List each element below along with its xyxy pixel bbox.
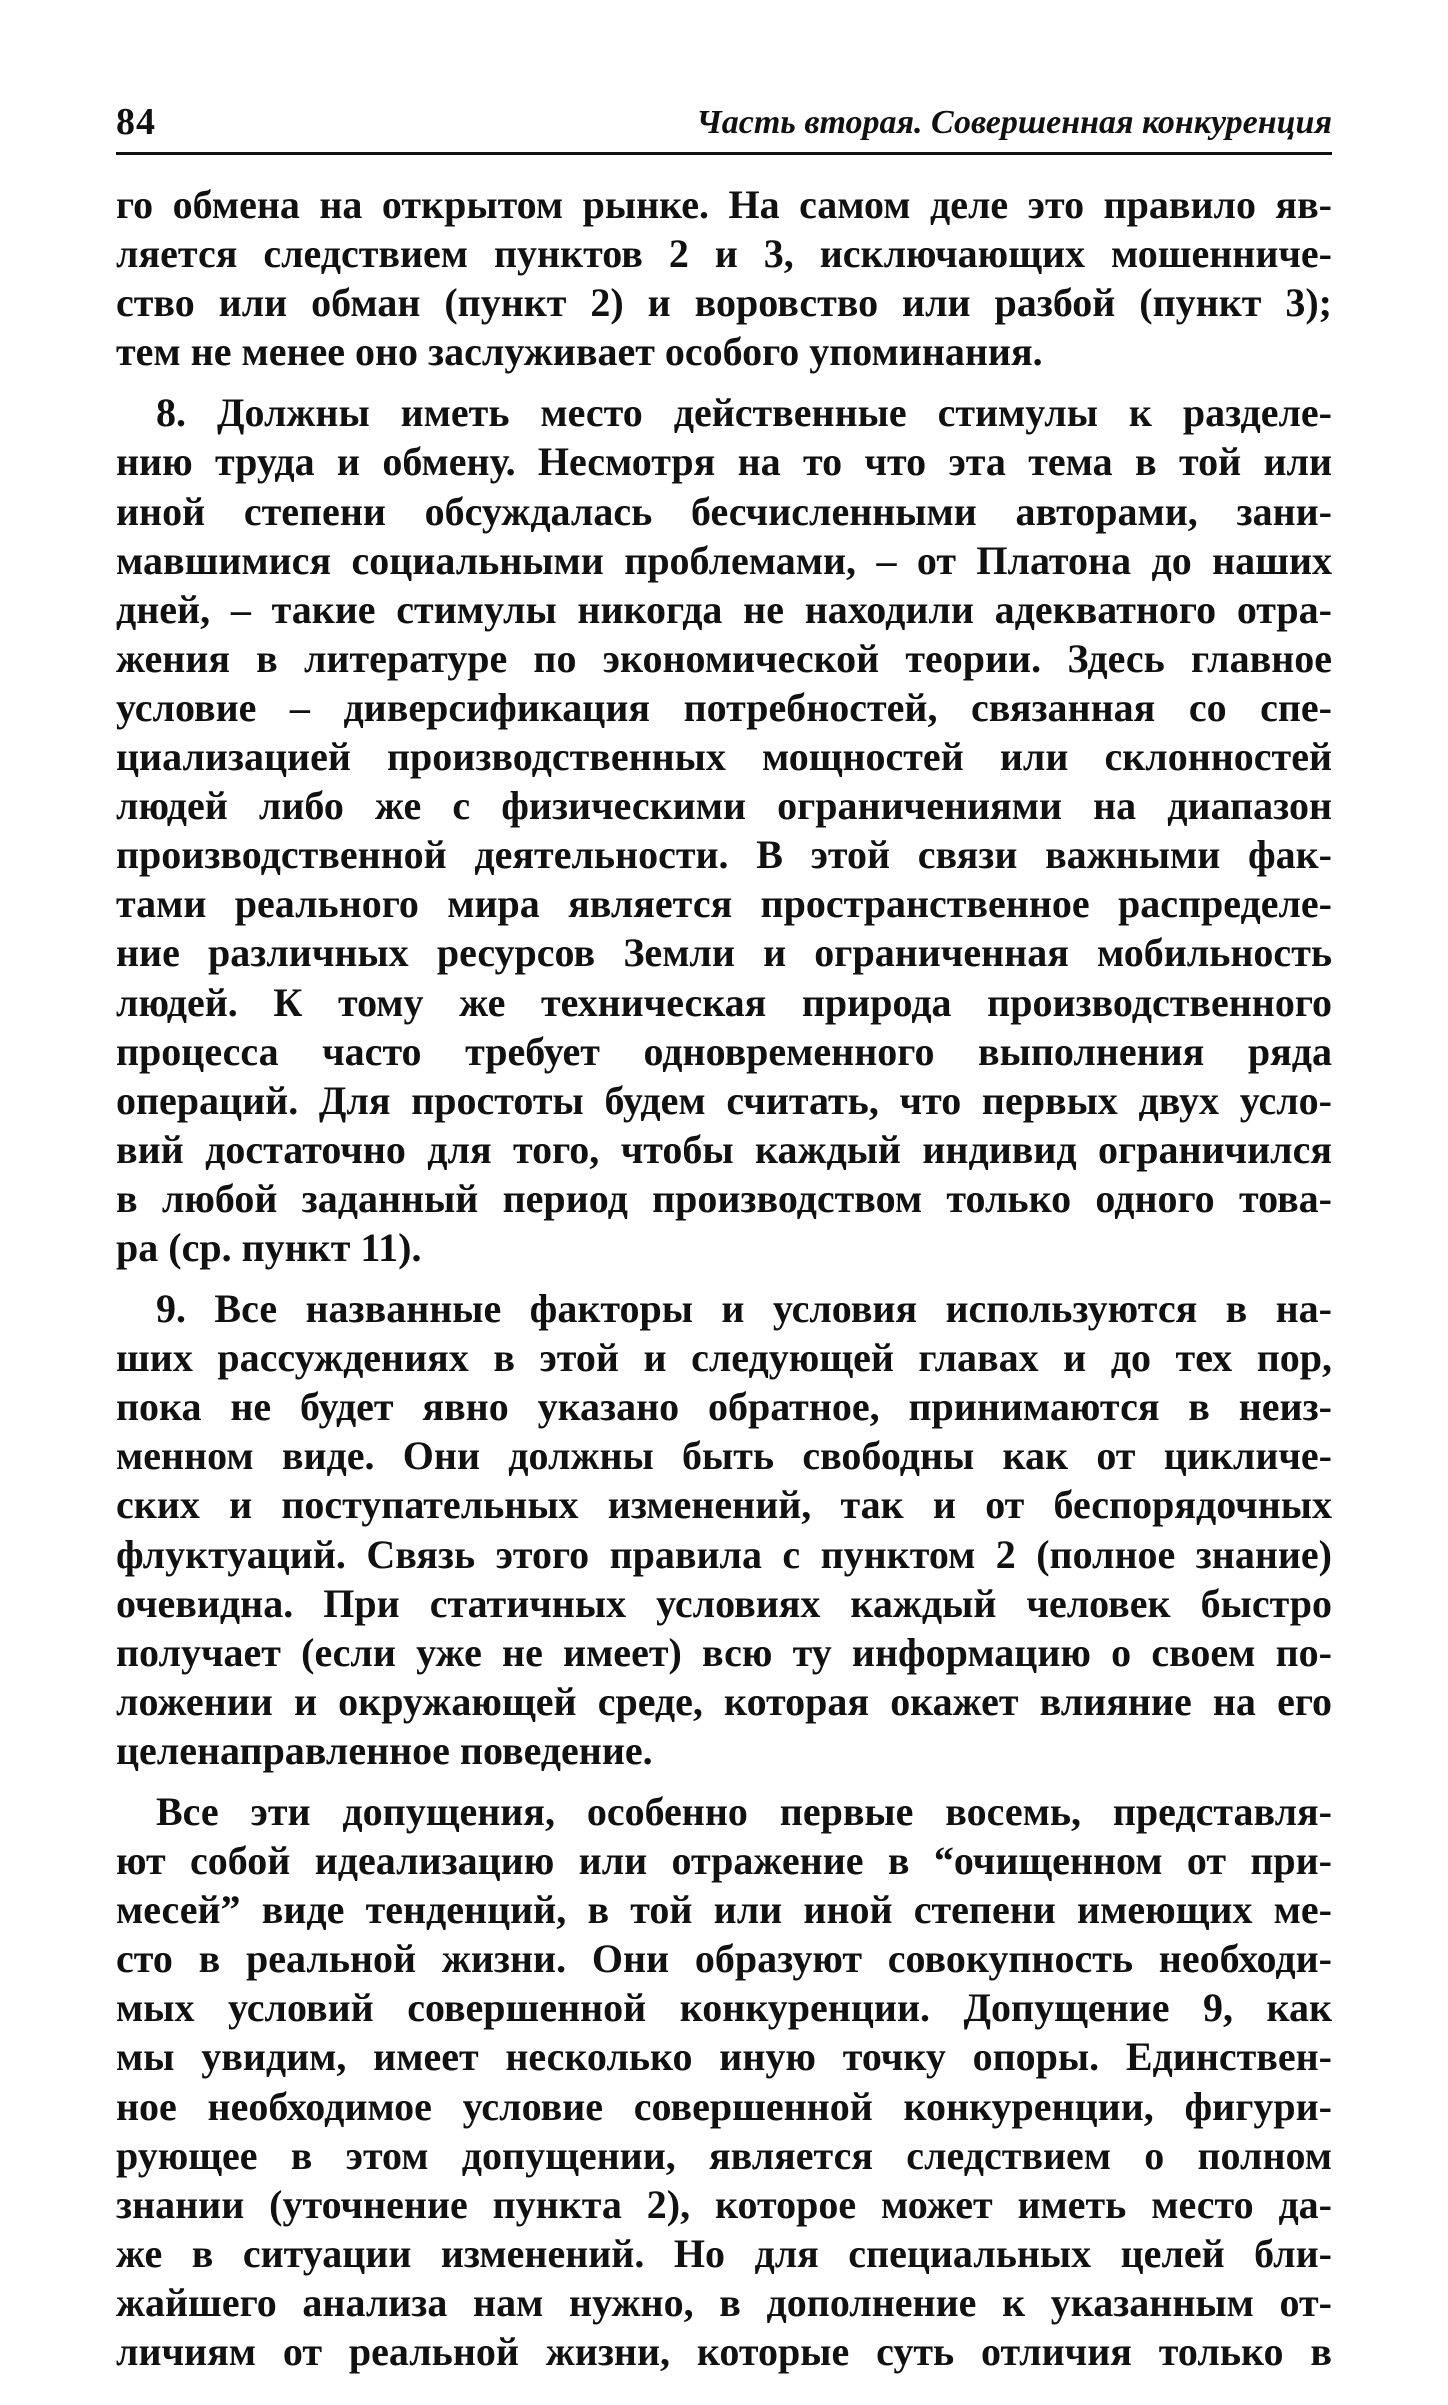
text-line: ние различных ресурсов Земли и ограниченная мобильность xyxy=(116,930,1332,976)
text-line: месей” виде тенденций, в той или иной степени имеющих ме- xyxy=(116,1887,1332,1933)
body-text xyxy=(116,180,1332,2376)
text-line: тами реального мира является пространственное распределе- xyxy=(116,881,1332,927)
text-line: условие – диверсификация потребностей, связанная со спе- xyxy=(116,684,1332,730)
text-line: нию труда и обмену. Несмотря на то что эта тема в той или xyxy=(116,439,1332,485)
text-line: 9. Все названные факторы и условия используются в на- xyxy=(156,1286,1332,1332)
text-line: вий достаточно для того, чтобы каждый индивид ограничился xyxy=(116,1126,1332,1172)
text-line: менном виде. Они должны быть свободны как от цикличе- xyxy=(116,1433,1332,1479)
text-line: жения в литературе по экономической теории. Здесь главное xyxy=(116,635,1332,681)
page-number: 84 xyxy=(116,101,156,143)
text-line: же в ситуации изменений. Но для специальных целей бли- xyxy=(116,2230,1332,2276)
text-line: процесса часто требует одновременного выполнения ряда xyxy=(116,1028,1332,1074)
text-line: флуктуаций. Связь этого правила с пунктом 2 (полное знание) xyxy=(116,1531,1332,1577)
text-line: получает (если уже не имеет) всю ту информацию о своем по- xyxy=(116,1629,1332,1675)
text-line: ших рассуждениях в этой и следующей главах и до тех пор, xyxy=(116,1335,1332,1381)
text-line: Все эти допущения, особенно первые восемь, представля- xyxy=(156,1789,1332,1834)
text-line: пока не будет явно указано обратное, принимаются в неиз- xyxy=(116,1384,1332,1430)
text-line: людей либо же с физическими ограничениями на диапазон xyxy=(116,783,1332,829)
text-line: личиям от реальной жизни, которые суть отличия только в xyxy=(116,2329,1332,2375)
text-line: людей. К тому же техническая природа производственного xyxy=(116,979,1332,1025)
text-line: сто в реальной жизни. Они образуют совокупность необходи- xyxy=(116,1936,1332,1982)
text-line: мы увидим, имеет несколько иную точку опоры. Единствен- xyxy=(116,2034,1332,2080)
paragraph-continuation xyxy=(116,180,1332,376)
text-line: ских и поступательных изменений, так и от беспорядочных xyxy=(116,1482,1332,1528)
text-line: мавшимися социальными проблемами, – от Платона до наших xyxy=(116,537,1332,583)
paragraph-item-8 xyxy=(116,388,1332,1272)
text-line: производственной деятельности. В этой связи важными фак- xyxy=(116,832,1332,878)
text-line: мых условий совершенной конкуренции. Допущение 9, как xyxy=(116,1985,1332,2031)
text-line: жайшего анализа нам нужно, в дополнение к указанным от- xyxy=(116,2279,1332,2325)
text-line: иной степени обсуждалась бесчисленными авторами, зани- xyxy=(116,488,1332,534)
text-line: в любой заданный период производством только одного това- xyxy=(116,1175,1332,1221)
text-line: рующее в этом допущении, является следствием о полном xyxy=(116,2132,1332,2178)
paragraph-summary xyxy=(116,1787,1332,2376)
text-line: ное необходимое условие совершенной конкуренции, фигури- xyxy=(116,2083,1332,2129)
text-line: ют собой идеализацию или отражение в “очищенном от при- xyxy=(116,1838,1332,1884)
text-line: целенаправленное поведение. xyxy=(116,1727,653,1773)
text-line: тем не менее оно заслуживает особого упоминания. xyxy=(116,329,1043,375)
text-line: 8. Должны иметь место действенные стимулы к разделе- xyxy=(156,390,1332,436)
text-line: ра (ср. пункт 11). xyxy=(116,1224,422,1270)
text-line: ство или обман (пункт 2) и воровство или разбой (пункт 3); xyxy=(116,280,1332,326)
text-line: ложении и окружающей среде, которая окажет влияние на его xyxy=(116,1678,1332,1724)
header-divider xyxy=(116,152,1332,155)
page-header xyxy=(116,100,1332,156)
text-line: операций. Для простоты будем считать, что первых двух усло- xyxy=(116,1077,1332,1123)
running-head: Часть вторая. Совершенная конкуренция xyxy=(696,104,1332,141)
text-line: го обмена на открытом рынке. На самом деле это правило яв- xyxy=(116,182,1332,227)
text-line: циализацией производственных мощностей или склонностей xyxy=(116,734,1332,780)
paragraph-item-9 xyxy=(116,1284,1332,1775)
text-line: ляется следствием пунктов 2 и 3, исключающих мошенниче- xyxy=(116,231,1332,277)
text-line: дней, – такие стимулы никогда не находили адекватного отра- xyxy=(116,586,1332,632)
text-line: очевидна. При статичных условиях каждый человек быстро xyxy=(116,1580,1332,1626)
text-line: знании (уточнение пункта 2), которое может иметь место да- xyxy=(116,2181,1332,2227)
